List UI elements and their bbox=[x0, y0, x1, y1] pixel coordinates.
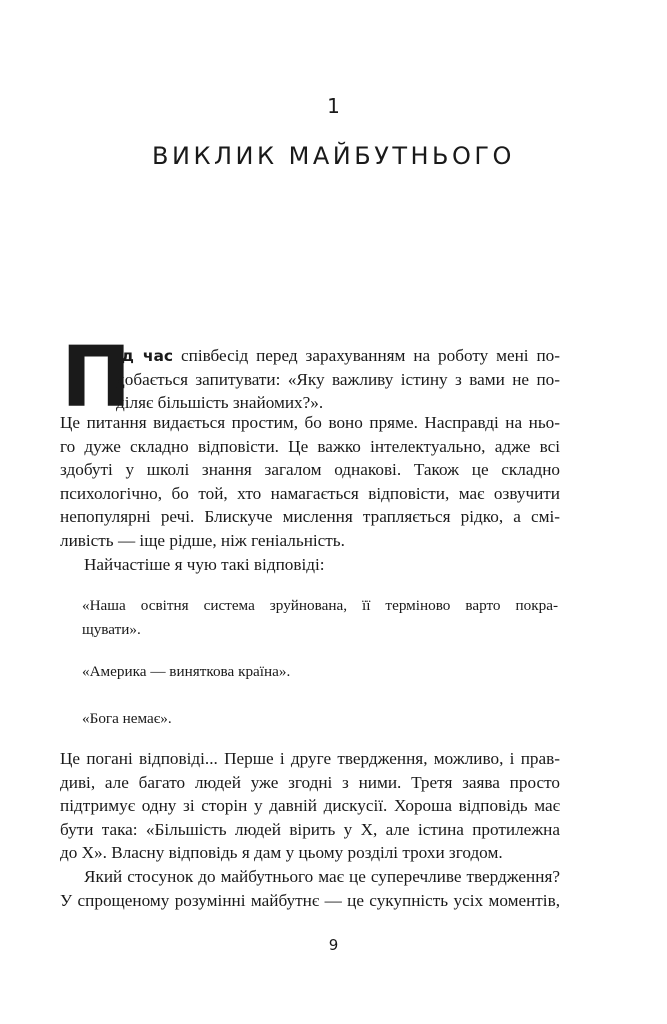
paragraph-3 bbox=[60, 747, 560, 912]
run-in-text: ід час bbox=[116, 347, 174, 365]
text-line: Це питання видається простим, бо воно пряме. Насправді на ньо- bbox=[60, 413, 560, 432]
chapter-number: 1 bbox=[327, 94, 340, 118]
text-line: добається запитувати: «Яку важливу істину з вами не по- bbox=[116, 369, 560, 389]
drop-cap: П bbox=[61, 328, 132, 426]
quote-line: «Наша освітня система зруйнована, її терміново варто покра- bbox=[82, 597, 558, 614]
quote-1 bbox=[82, 594, 558, 641]
text-line: диві, але багато людей уже згодні з ними. Третя заява просто bbox=[60, 772, 560, 792]
text-line: здобуті у школі знання загалом однакові. Також це складно bbox=[60, 460, 560, 480]
text-line: У спрощеному розумінні майбутнє — це сукупність усіх моментів, bbox=[60, 890, 560, 910]
text-line: психологічно, бо той, хто намагається відповісти, має озвучити bbox=[60, 483, 560, 503]
text-line: непопулярні речі. Блискуче мислення трапляється рідко, а смі- bbox=[60, 507, 560, 527]
text-line: го дуже складно відповісти. Це важко інтелектуально, адже всі bbox=[60, 436, 560, 456]
text-line: ливість — іще рідше, ніж геніальність. bbox=[60, 530, 345, 550]
text-line bbox=[116, 344, 560, 368]
chapter-title: ВИКЛИК МАЙБУТНЬОГО bbox=[152, 142, 515, 170]
text-line: до X». Власну відповідь я дам у цьому розділі трохи згодом. bbox=[60, 843, 503, 863]
text-span: співбесід перед зарахуванням на роботу мені по- bbox=[173, 346, 560, 365]
text-line: Це погані відповіді... Перше і друге твердження, можливо, і прав- bbox=[60, 749, 560, 768]
paragraph-1 bbox=[60, 411, 560, 576]
quote-line: щувати». bbox=[82, 620, 141, 638]
intro-paragraph bbox=[116, 344, 560, 415]
page-number: 9 bbox=[328, 936, 339, 954]
quote-2: «Америка — виняткова країна». bbox=[82, 663, 291, 680]
text-line: бути така: «Більшість людей вірить у X, але істина протилежна bbox=[60, 819, 560, 839]
text-line: діляє більшість знайомих?». bbox=[116, 393, 324, 413]
text-line: Який стосунок до майбутнього має це суперечливе твердження? bbox=[84, 866, 560, 886]
text-line: підтримує одну зі сторін у давній дискусії. Хороша відповідь має bbox=[60, 796, 560, 816]
quote-3: «Бога немає». bbox=[82, 710, 172, 727]
text-line: Найчастіше я чую такі відповіді: bbox=[84, 554, 325, 574]
